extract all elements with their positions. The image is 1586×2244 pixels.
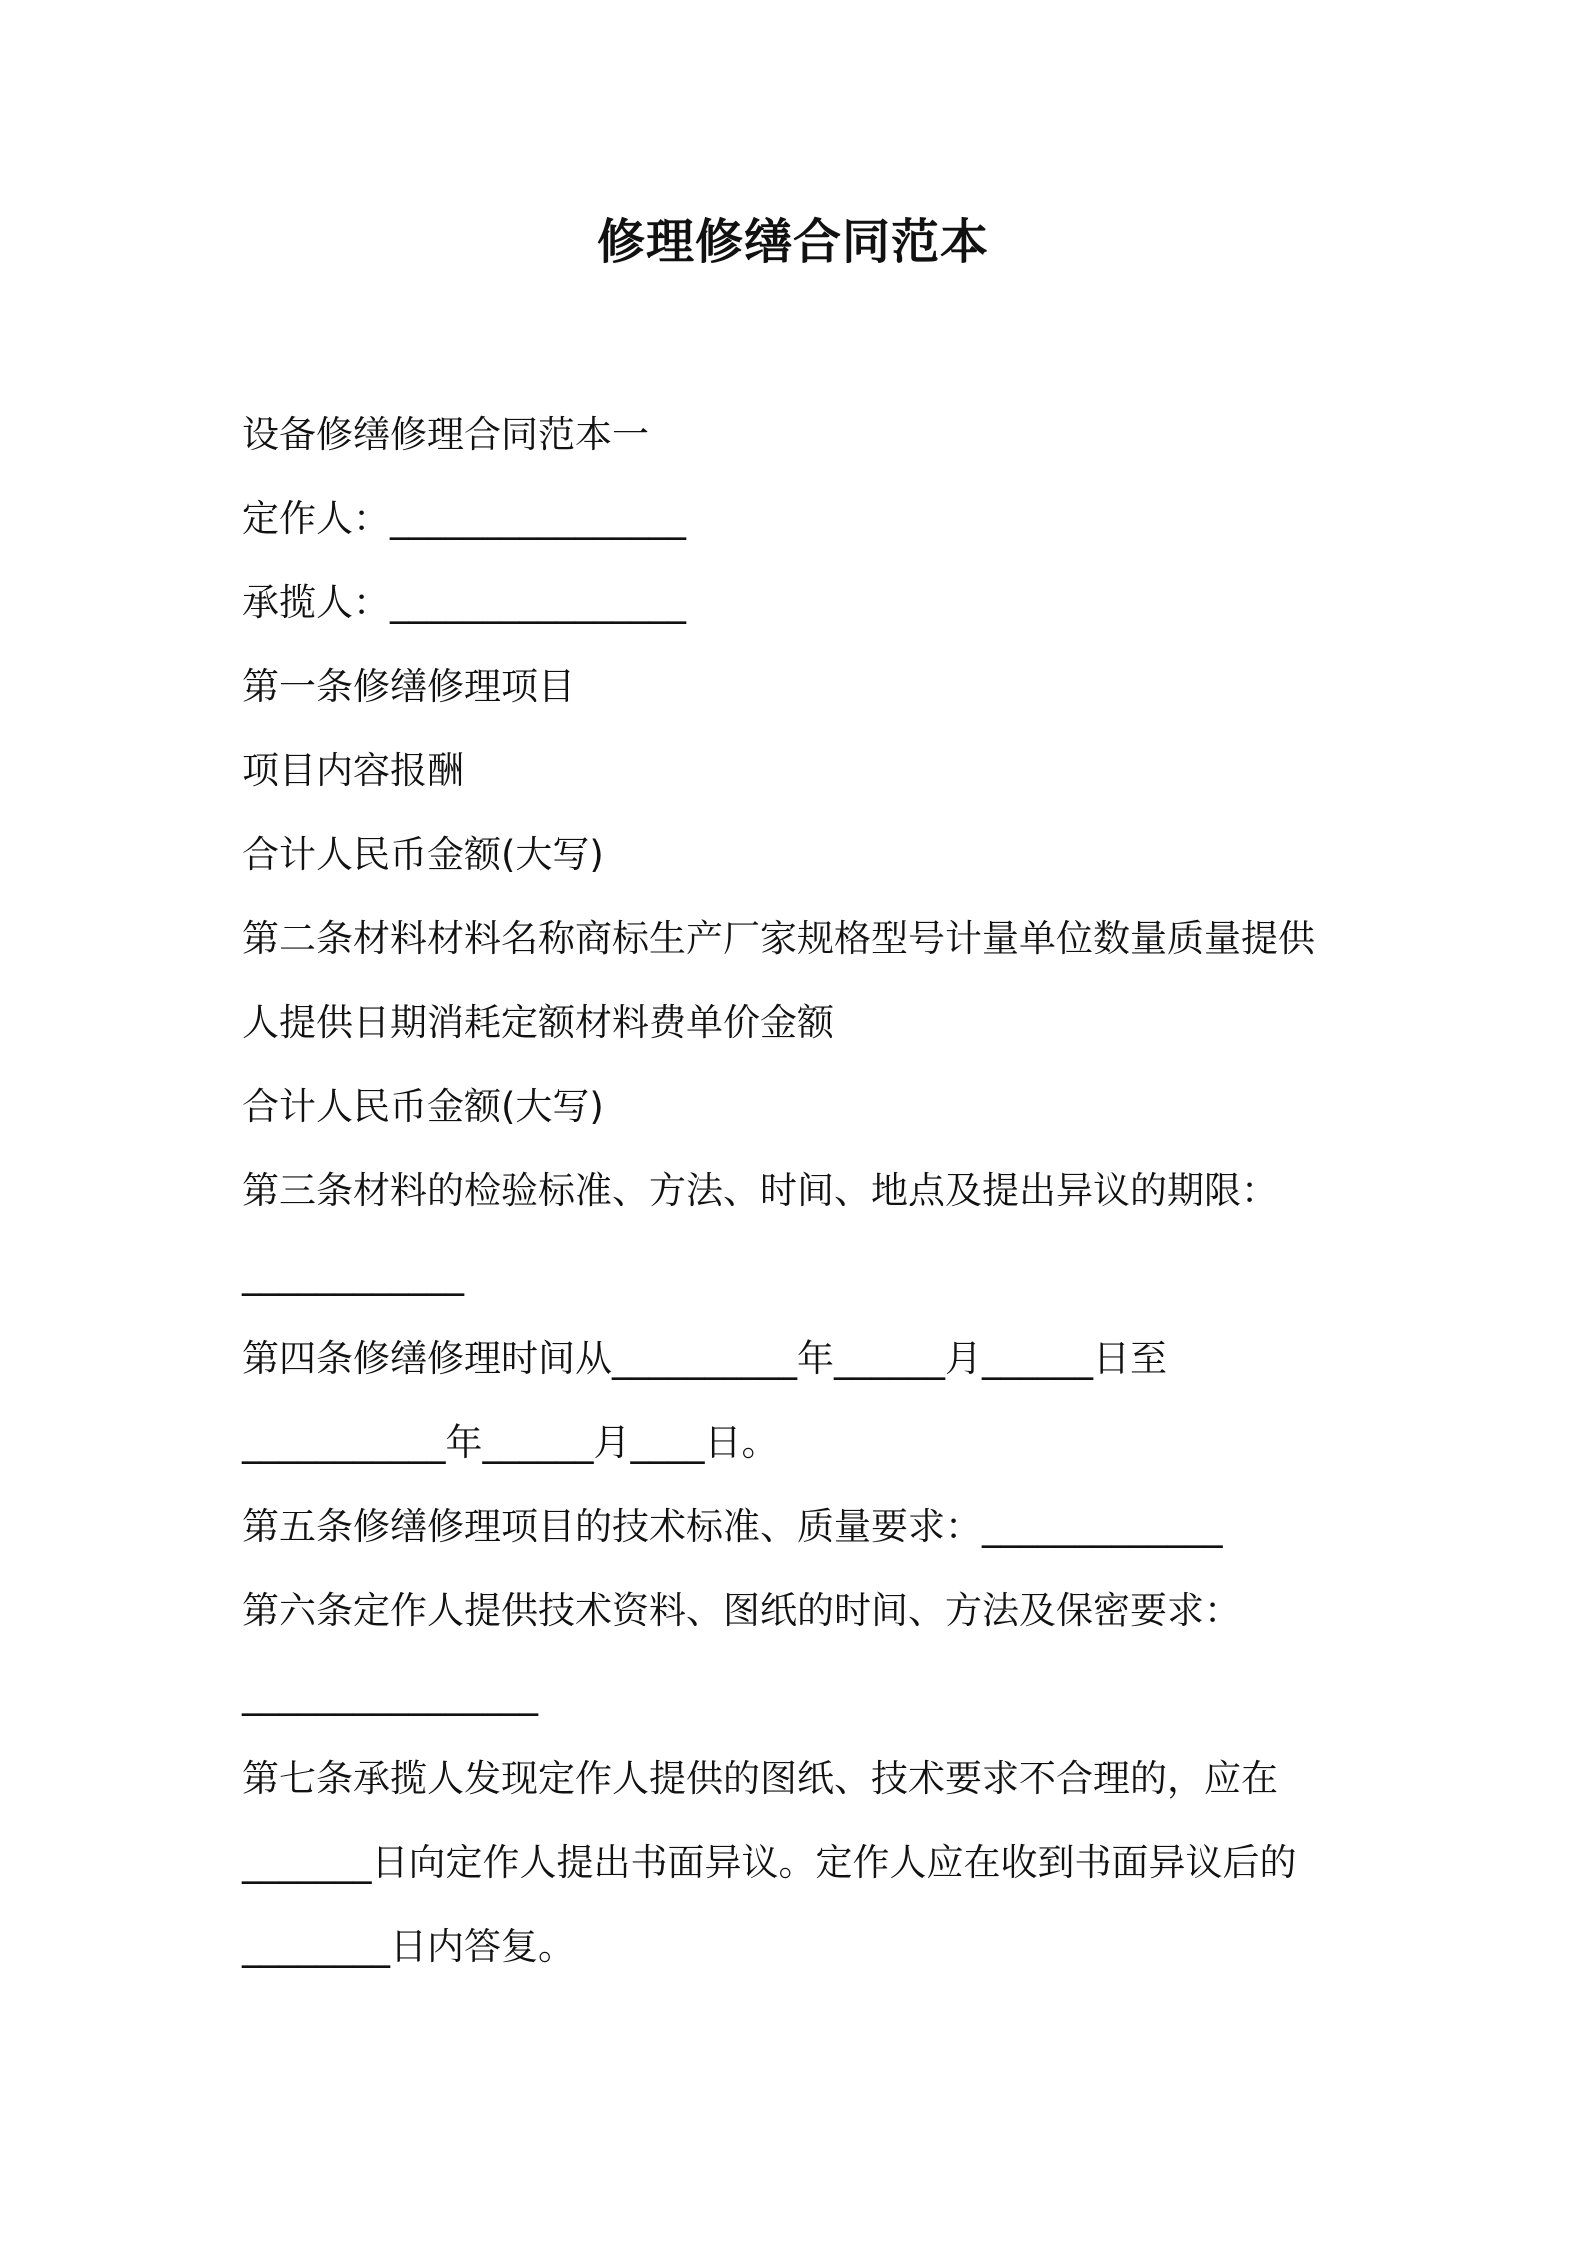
- article-3-line-1: 第三条材料的检验标准、方法、时间、地点及提出异议的期限：: [242, 1169, 1278, 1212]
- document-title: 修理修缮合同范本: [596, 214, 989, 270]
- article-6-line-1: 第六条定作人提供技术资料、图纸的时间、方法及保密要求：: [242, 1589, 1241, 1632]
- article-4-line-1: 第四条修缮修理时间从__________年______月______日至: [242, 1337, 1167, 1380]
- article-2-line-2: 人提供日期消耗定额材料费单价金额: [242, 1001, 834, 1044]
- article-1-total: 合计人民币金额(大写): [242, 833, 604, 876]
- article-2-line-1: 第二条材料材料名称商标生产厂家规格型号计量单位数量质量提供: [242, 917, 1315, 960]
- article-5-line: 第五条修缮修理项目的技术标准、质量要求：_____________: [242, 1505, 1223, 1548]
- article-7-line-3: ________日内答复。: [242, 1925, 575, 1968]
- article-7-line-1: 第七条承揽人发现定作人提供的图纸、技术要求不合理的，应在: [242, 1757, 1278, 1800]
- article-7-line-2: _______日向定作人提出书面异议。定作人应在收到书面异议后的: [242, 1841, 1297, 1884]
- article-1-heading: 第一条修缮修理项目: [242, 665, 575, 708]
- article-2-total: 合计人民币金额(大写): [242, 1085, 604, 1128]
- party-b-line: 承揽人：________________: [242, 581, 686, 624]
- party-a-line: 定作人：________________: [242, 497, 686, 540]
- article-3-blank: ____________: [242, 1253, 464, 1296]
- article-1-items: 项目内容报酬: [242, 749, 464, 792]
- article-4-line-2: ___________年______月____日。: [242, 1421, 779, 1464]
- article-6-blank: ________________: [242, 1673, 538, 1716]
- contract-subtitle: 设备修缮修理合同范本一: [242, 413, 649, 456]
